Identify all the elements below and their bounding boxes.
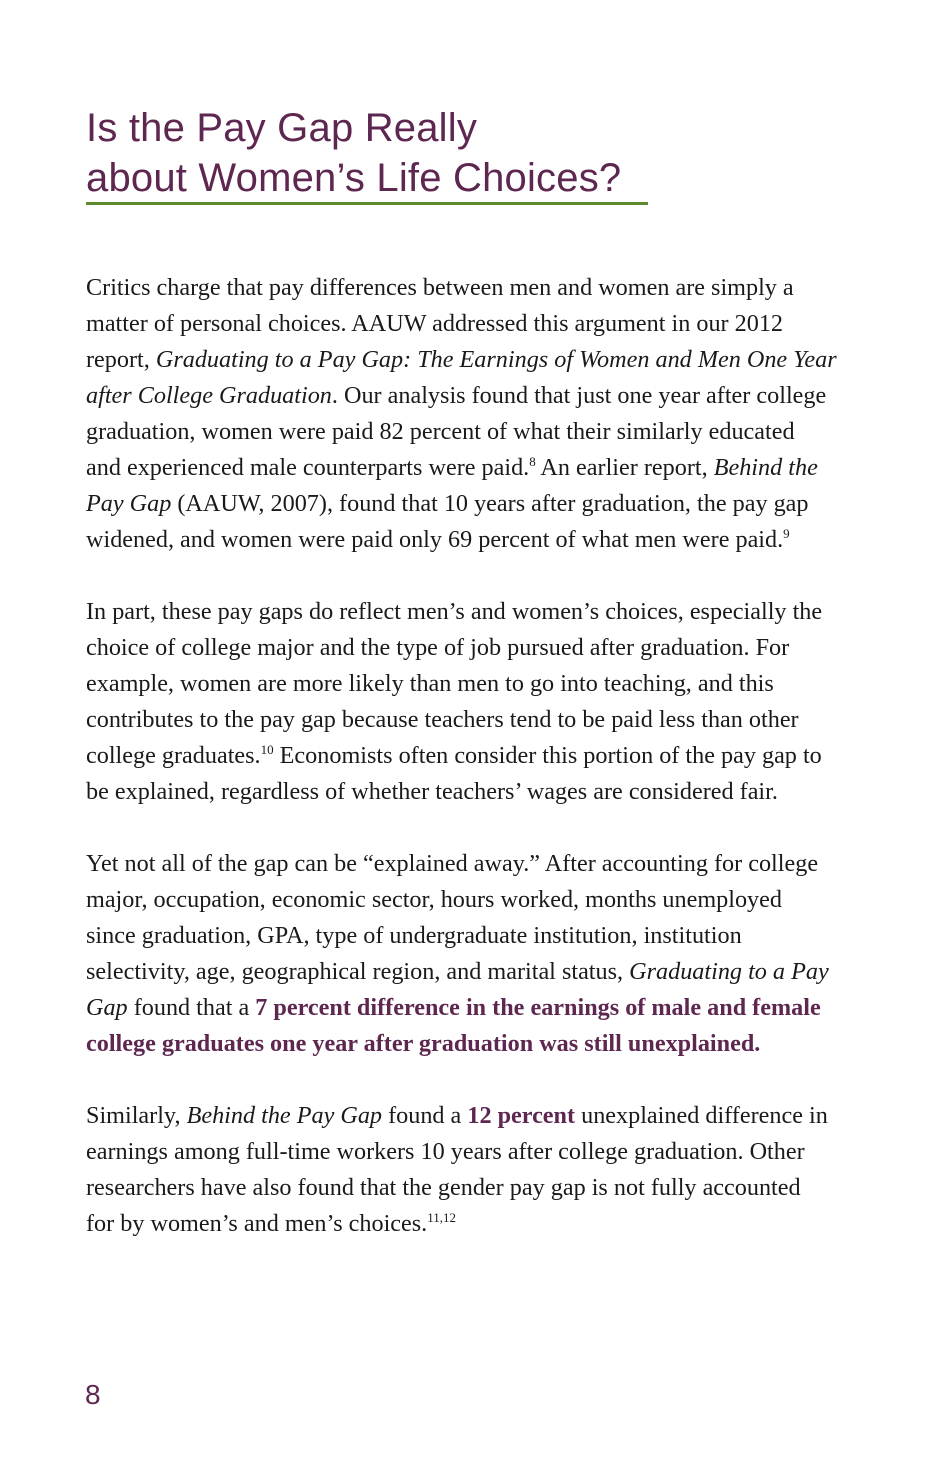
text-line: contributes to the pay gap because teachers tend to be paid less than other	[86, 706, 799, 733]
report-title-italic: after College Graduation	[86, 382, 332, 409]
text-line: Gap found that a 7 percent difference in the earnings of male and female	[86, 994, 821, 1021]
highlighted-finding: 7 percent difference in the earnings of male and female	[255, 994, 821, 1021]
page-number: 8	[85, 1379, 101, 1410]
text-line: widened, and women were paid only 69 percent of what men were paid.$^9$	[86, 526, 790, 553]
text-line	[86, 1026, 876, 1062]
report-title-italic: Behind the	[713, 454, 818, 481]
report-title-italic: Graduating to a Pay	[629, 958, 829, 985]
text-line: after College Graduation. Our analysis found that just one year after college	[86, 382, 827, 409]
footnote-ref-10[interactable]: 10	[260, 742, 274, 757]
report-title-italic: Behind the Pay Gap	[186, 1102, 383, 1129]
footnote-ref-8[interactable]: 8	[529, 454, 536, 469]
title-line-1: Is the Pay Gap Really	[86, 106, 478, 150]
text-line: choice of college major and the type of job pursued after graduation. For	[86, 634, 790, 661]
text-line: matter of personal choices. AAUW addressed this argument in our 2012	[86, 310, 784, 337]
paragraph-4	[86, 1098, 876, 1242]
text-line: selectivity, age, geographical region, and marital status, Graduating to a Pay	[86, 958, 829, 985]
text-line: example, women are more likely than men to go into teaching, and this	[86, 670, 774, 697]
text-line: since graduation, GPA, type of undergraduate institution, institution	[86, 922, 742, 949]
title-underline-rule	[86, 202, 648, 205]
page-title	[86, 103, 621, 203]
paragraph-1	[86, 270, 876, 558]
highlighted-percent: 12 percent	[467, 1102, 576, 1129]
title-line-2: about Women’s Life Choices?	[86, 156, 622, 200]
report-title-italic: Graduating to a Pay Gap: The Earnings of Women and Men One Year	[155, 346, 837, 373]
report-title-italic: Pay Gap	[86, 490, 172, 517]
paragraph-3	[86, 846, 876, 1062]
text-line: researchers have also found that the gender pay gap is not fully accounted	[86, 1174, 801, 1201]
text-line: major, occupation, economic sector, hours worked, months unemployed	[86, 886, 782, 913]
paragraph-2	[86, 594, 876, 810]
article-body	[86, 270, 876, 1278]
text-line: Pay Gap (AAUW, 2007), found that 10 years after graduation, the pay gap	[86, 490, 809, 517]
footnote-ref-9[interactable]: 9	[783, 526, 790, 541]
report-title-italic: Gap	[86, 994, 128, 1021]
highlighted-finding: college graduates one year after graduation was still unexplained.	[86, 1030, 761, 1057]
footnote-ref-11-12[interactable]: 11,12	[427, 1210, 457, 1225]
text-line: Critics charge that pay differences between men and women are simply a	[86, 274, 794, 301]
text-line: for by women’s and men’s choices.$^{11,12}$	[86, 1210, 457, 1237]
text-line: college graduates.$^{10}$ Economists often consider this portion of the pay gap to	[86, 742, 822, 769]
text-line: In part, these pay gaps do reflect men’s and women’s choices, especially the	[86, 598, 823, 625]
text-line: graduation, women were paid 82 percent of what their similarly educated	[86, 418, 795, 445]
text-line: be explained, regardless of whether teachers’ wages are considered fair.	[86, 778, 778, 805]
text-line: Yet not all of the gap can be “explained away.” After accounting for college	[86, 850, 819, 877]
text-line: and experienced male counterparts were paid.$^8$ An earlier report, Behind the	[86, 454, 818, 481]
text-line: Similarly, Behind the Pay Gap found a 12 percent unexplained difference in	[86, 1102, 828, 1129]
text-line: earnings among full-time workers 10 years after college graduation. Other	[86, 1138, 805, 1165]
text-line: report, Graduating to a Pay Gap: The Earnings of Women and Men One Year	[86, 346, 837, 373]
